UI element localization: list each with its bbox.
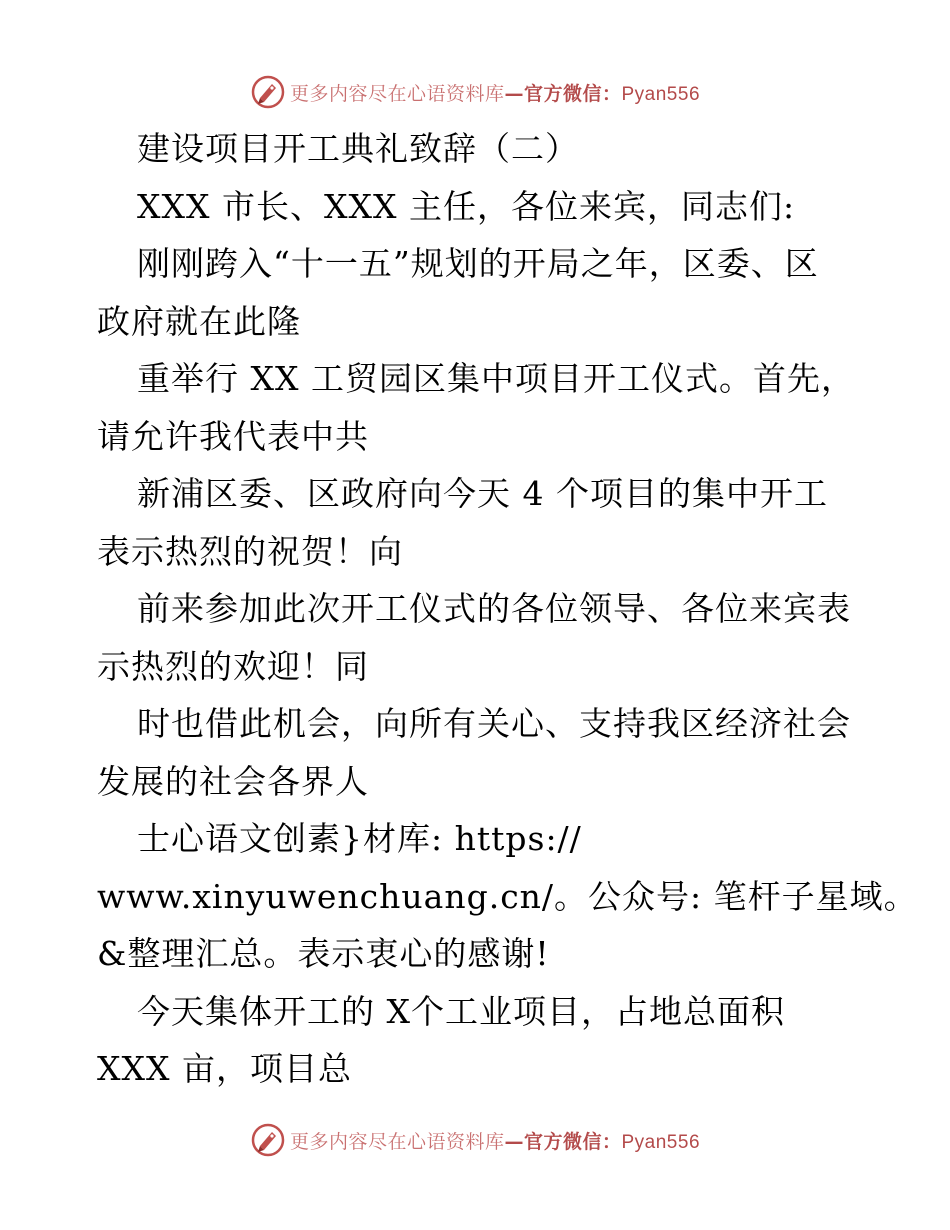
footer-wechat-id: Pyan556 xyxy=(621,1131,701,1153)
paragraph-line: 士心语文创素}材库: https:// xyxy=(137,819,582,858)
footer-wechat-label: 官方微信： xyxy=(523,1130,622,1153)
header-banner-dash: — xyxy=(504,82,524,105)
pen-nib-logo-icon xyxy=(250,74,286,110)
paragraph-line: 重举行 XX 工贸园区集中项目开工仪式。首先， xyxy=(137,359,855,398)
footer-banner-dash: — xyxy=(504,1130,524,1153)
document-body xyxy=(97,120,918,1098)
paragraph-line: 今天集体开工的 X个工业项目，占地总面积 xyxy=(137,991,785,1031)
paragraph-line: 刚刚跨入“十一五”规划的开局之年，区委、区 xyxy=(137,244,819,283)
paragraph-line: 政府就在此隆 xyxy=(97,301,301,341)
paragraph-line: &整理汇总。表示衷心的感谢! xyxy=(97,934,550,973)
paragraph-line: XXX 亩，项目总 xyxy=(97,1049,352,1088)
header-banner xyxy=(0,72,950,112)
paragraph-line: 请允许我代表中共 xyxy=(97,416,369,456)
salutation-line: XXX 市长、XXX 主任，各位来宾，同志们: xyxy=(137,186,796,226)
header-banner-text: 更多内容尽在心语资料库 xyxy=(289,82,505,105)
url-line: www.xinyuwenchuang.cn/。公众号: 笔杆子星域。 xyxy=(97,876,918,916)
footer-banner xyxy=(0,1120,950,1160)
paragraph-line: 时也借此机会，向所有关心、支持我区经济社会 xyxy=(137,704,851,743)
paragraph-line: 示热烈的欢迎！同 xyxy=(97,646,369,686)
paragraph-line: 发展的社会各界人 xyxy=(97,761,369,801)
header-wechat-label: 官方微信： xyxy=(523,82,622,105)
paragraph-line: 表示热烈的祝贺！向 xyxy=(97,531,403,571)
paragraph-line: 新浦区委、区政府向今天 4 个项目的集中开工 xyxy=(137,474,828,513)
footer-banner-text: 更多内容尽在心语资料库 xyxy=(289,1130,505,1153)
pen-nib-logo-icon xyxy=(250,1122,286,1158)
header-wechat-id: Pyan556 xyxy=(621,83,701,105)
document-title: 建设项目开工典礼致辞（二） xyxy=(137,129,579,168)
paragraph-line: 前来参加此次开工仪式的各位领导、各位来宾表 xyxy=(137,589,851,628)
